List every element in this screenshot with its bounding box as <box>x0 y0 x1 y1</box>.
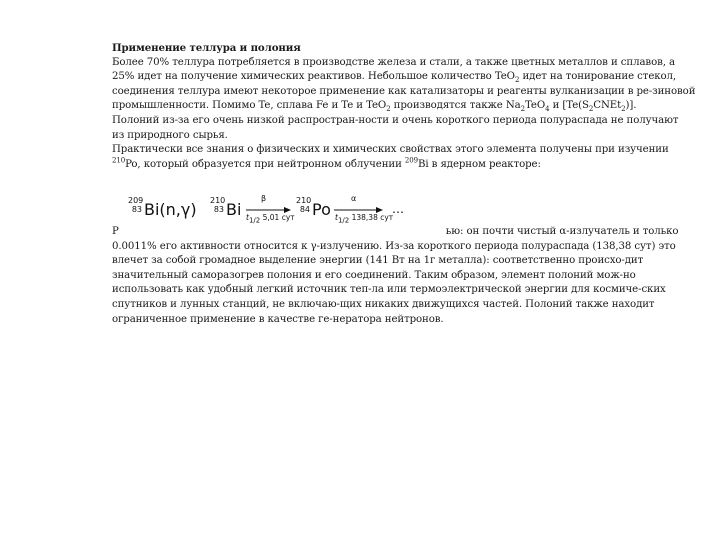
po210-scripts: 210 84 <box>296 196 312 214</box>
bi209-scripts: 209 83 <box>128 196 144 214</box>
text-line: соединения теллура имеют некоторое применение как катализаторы и реагенты вулканизации в ре-зиновой <box>112 85 696 97</box>
ellipsis: … <box>392 202 404 216</box>
text-line: 25% идет на получение химических реактивов. Небольшое количество TeO$_2$ идет на тонирование стекол, <box>112 71 677 85</box>
text-line: промышленности. Помимо Te, сплава Fe и Te и TeO$_2$ производятся также $Na_2TeO_4$ и $[Te(S_2CNEt_2)]$. <box>112 100 637 114</box>
beta-label: β <box>261 194 267 203</box>
text-line: спутников и лунных станций, не включаю-щих никаких движущихся частей. Полоний также находит <box>112 298 655 310</box>
po210-symbol: Po <box>312 200 331 219</box>
text-line: ограниченное применение в качестве ге-нератора нейтронов. <box>112 313 444 325</box>
bi210-scripts: 210 83 <box>210 196 226 214</box>
decay-equation <box>128 196 428 226</box>
bi209-reaction: Bi(n,γ) <box>144 200 197 219</box>
text-line: Полоний из-за его очень низкой распростран-ности и очень короткого периода полураспада не получают <box>112 114 679 126</box>
beta-halflife: $t_{1/2}$ 5,01 сут <box>246 213 295 225</box>
paragraph-intro <box>112 41 696 172</box>
text-line: из природного сырья. <box>112 129 228 141</box>
text-line: 0.0011% его активности относится к γ-излучению. Из-за короткого периода полураспада (138,38 сут) это <box>112 240 676 252</box>
text-line: влечет за собой громадное выделение энергии (141 Вт на 1г металла): соответственно происхо-дит <box>112 255 644 267</box>
text-line: использовать как удобный легкий источник теп-ла или термоэлектрической энергии для космиче-ских <box>112 284 666 296</box>
text-line: Более 70% теллура потребляется в производстве железа и стали, а также цветных металлов и сплавов, а <box>112 56 675 68</box>
document-title: Применение теллура и полония <box>112 42 301 54</box>
text-line: значительный саморазогрев полония и его соединений. Таким образом, элемент полоний мож-но <box>112 269 636 281</box>
alpha-halflife: $t_{1/2}$ 138,38 сут <box>335 213 394 225</box>
text-line: Практически все знания о физических и химических свойствах этого элемента получены при изучении <box>112 144 669 156</box>
paragraph-polonium <box>112 225 679 327</box>
alpha-label: α <box>351 194 357 203</box>
text-line: Р ью: он почти чистый α-излучатель и только <box>112 226 679 237</box>
bi210-symbol: Bi <box>226 200 242 219</box>
text-line: $^{210}$Po, который образуется при нейтронном облучении $^{209}$Bi в ядерном реакторе: <box>112 156 541 170</box>
